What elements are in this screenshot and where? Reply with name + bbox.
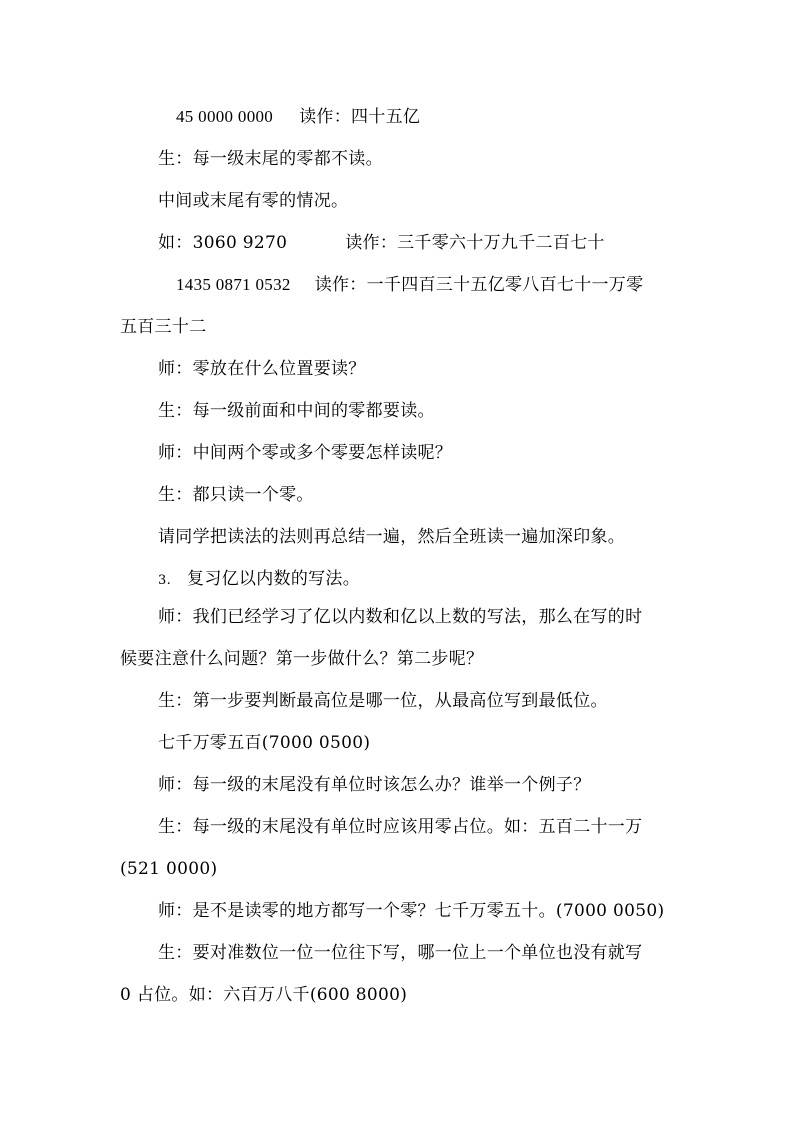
dialogue-line: 师：是不是读零的地方都写一个零？七千万零五十。(7000 0050) — [158, 901, 665, 921]
dialogue-line: 生：每一级的末尾没有单位时应该用零占位。如：五百二十一万 — [158, 817, 643, 837]
section-title: 复习亿以内数的写法。 — [187, 569, 361, 589]
dialogue-line: 生：第一步要判断最高位是哪一位，从最高位写到最低位。 — [158, 691, 608, 711]
reading-text: 读作：四十五亿 — [299, 107, 421, 127]
number-example: 45 0000 0000 — [176, 107, 274, 126]
section-heading — [158, 568, 360, 592]
paragraph-line: 生：每一级末尾的零都不读。 — [158, 149, 383, 169]
example-reading-line — [176, 274, 643, 296]
example-reading-line — [158, 232, 605, 254]
dialogue-line: 师：我们已经学习了亿以内数和亿以上数的写法，那么在写的时 — [158, 607, 643, 627]
example-reading-line — [176, 106, 420, 128]
paragraph-line: 中间或末尾有零的情况。 — [158, 191, 349, 211]
number-example: 如：3060 9270 — [158, 233, 288, 253]
dialogue-line: 师：中间两个零或多个零要怎样读呢？ — [158, 443, 453, 463]
paragraph-line: 请同学把读法的法则再总结一遍，然后全班读一遍加深印象。 — [158, 527, 626, 547]
dialogue-line: 师：零放在什么位置要读？ — [158, 359, 366, 379]
paragraph-line: 五百三十二 — [120, 317, 207, 337]
dialogue-line: 生：都只读一个零。 — [158, 485, 314, 505]
dialogue-line: 生：每一级前面和中间的零都要读。 — [158, 401, 435, 421]
paragraph-line: 0 占位。如：六百万八千(600 8000) — [120, 985, 408, 1005]
dialogue-line: 师：每一级的末尾没有单位时该怎么办？谁举一个例子？ — [158, 775, 591, 795]
reading-text: 读作：三千零六十万九千二百七十 — [345, 233, 605, 253]
number-example: 1435 0871 0532 — [176, 275, 291, 294]
section-number: 3. — [158, 573, 172, 588]
reading-text: 读作：一千四百三十五亿零八百七十一万零 — [314, 275, 644, 295]
dialogue-line: 生：要对准数位一位一位往下写，哪一位上一个单位也没有就写 — [158, 943, 643, 963]
example-line: 七千万零五百(7000 0500) — [158, 733, 371, 753]
paragraph-line: (521 0000) — [120, 859, 218, 879]
paragraph-line: 候要注意什么问题？第一步做什么？第二步呢？ — [120, 649, 484, 669]
